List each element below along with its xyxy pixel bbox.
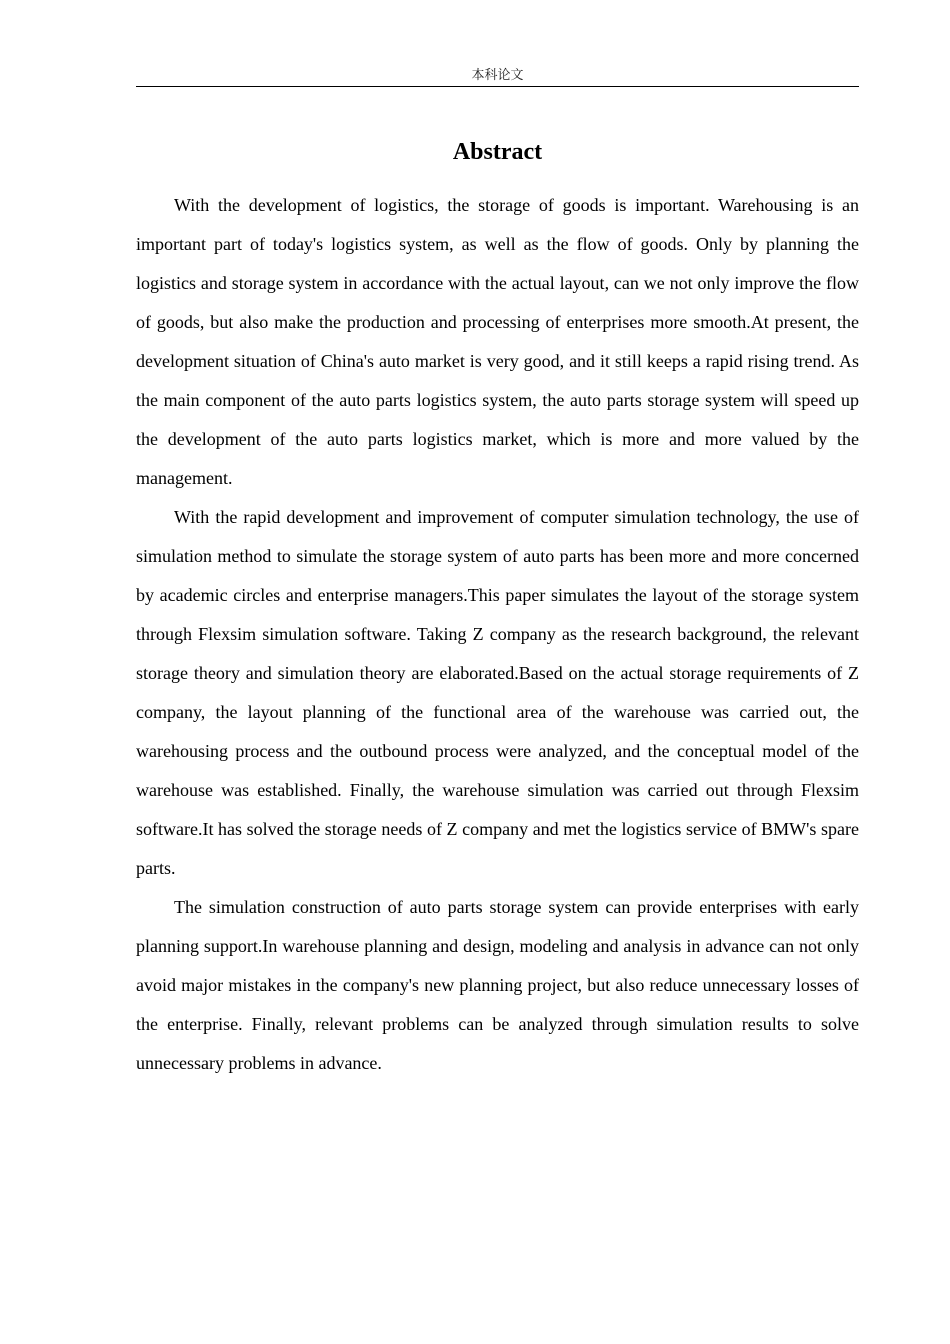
running-header: 本科论文 — [136, 66, 859, 87]
abstract-body — [136, 186, 859, 1083]
abstract-paragraph-2: With the rapid development and improvement of computer simulation technology, the use of simulation method to simulate the storage system of auto parts has been more and more concerned by academic circles and enterprise managers.This paper simulates the layout of the storage system through Flexsim simulation software. Taking Z company as the research background, the relevant storage theory and simulation theory are elaborated.Based on the actual storage requirements of Z company, the layout planning of the functional area of the warehouse was carried out, the warehousing process and the outbound process were analyzed, and the conceptual model of the warehouse was established. Finally, the warehouse simulation was carried out through Flexsim software.It has solved the storage needs of Z company and met the logistics service of BMW's spare parts. — [136, 507, 859, 878]
abstract-title: Abstract — [452, 139, 543, 165]
abstract-paragraph-1: With the development of logistics, the storage of goods is important. Warehousing is an important part of today's logistics system, as well as the flow of goods. Only by planning the logistics and storage system in accordance with the actual layout, can we not only improve the flow of goods, but also make the production and processing of enterprises more smooth.At present, the development situation of China's auto market is very good, and it still keeps a rapid rising trend. As the main component of the auto parts logistics system, the auto parts storage system will speed up the development of the auto parts logistics market, which is more and more valued by the management. — [136, 195, 859, 488]
abstract-paragraph-3: The simulation construction of auto parts storage system can provide enterprises with early planning support.In warehouse planning and design, modeling and analysis in advance can not only avoid major mistakes in the company's new planning project, but also reduce unnecessary losses of the enterprise. Finally, relevant problems can be analyzed through simulation results to solve unnecessary problems in advance. — [136, 897, 859, 1073]
